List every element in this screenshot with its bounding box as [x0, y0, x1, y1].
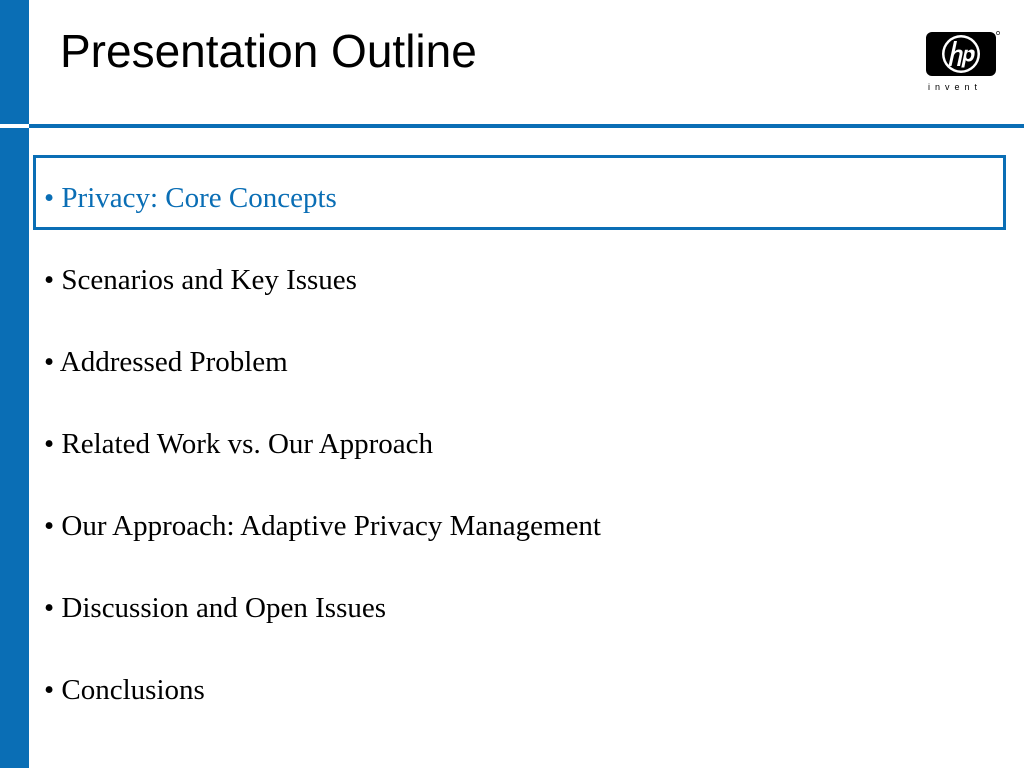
left-accent-bar — [0, 0, 29, 768]
outline-item-scenarios-key-issues: • Scenarios and Key Issues — [44, 264, 357, 296]
logo-tagline: invent — [928, 82, 983, 92]
outline-item-our-approach: • Our Approach: Adaptive Privacy Management — [44, 510, 601, 542]
left-bar-divider — [0, 124, 29, 128]
title-divider — [29, 124, 1024, 128]
outline-item-conclusions: • Conclusions — [44, 674, 205, 706]
outline-item-discussion: • Discussion and Open Issues — [44, 592, 387, 624]
outline-item-related-work: • Related Work vs. Our Approach — [44, 428, 434, 460]
slide-title: Presentation Outline — [60, 25, 477, 77]
outline-item-addressed-problem: • Addressed Problem — [44, 346, 288, 378]
outline-item-privacy-core-concepts: • Privacy: Core Concepts — [44, 182, 337, 214]
